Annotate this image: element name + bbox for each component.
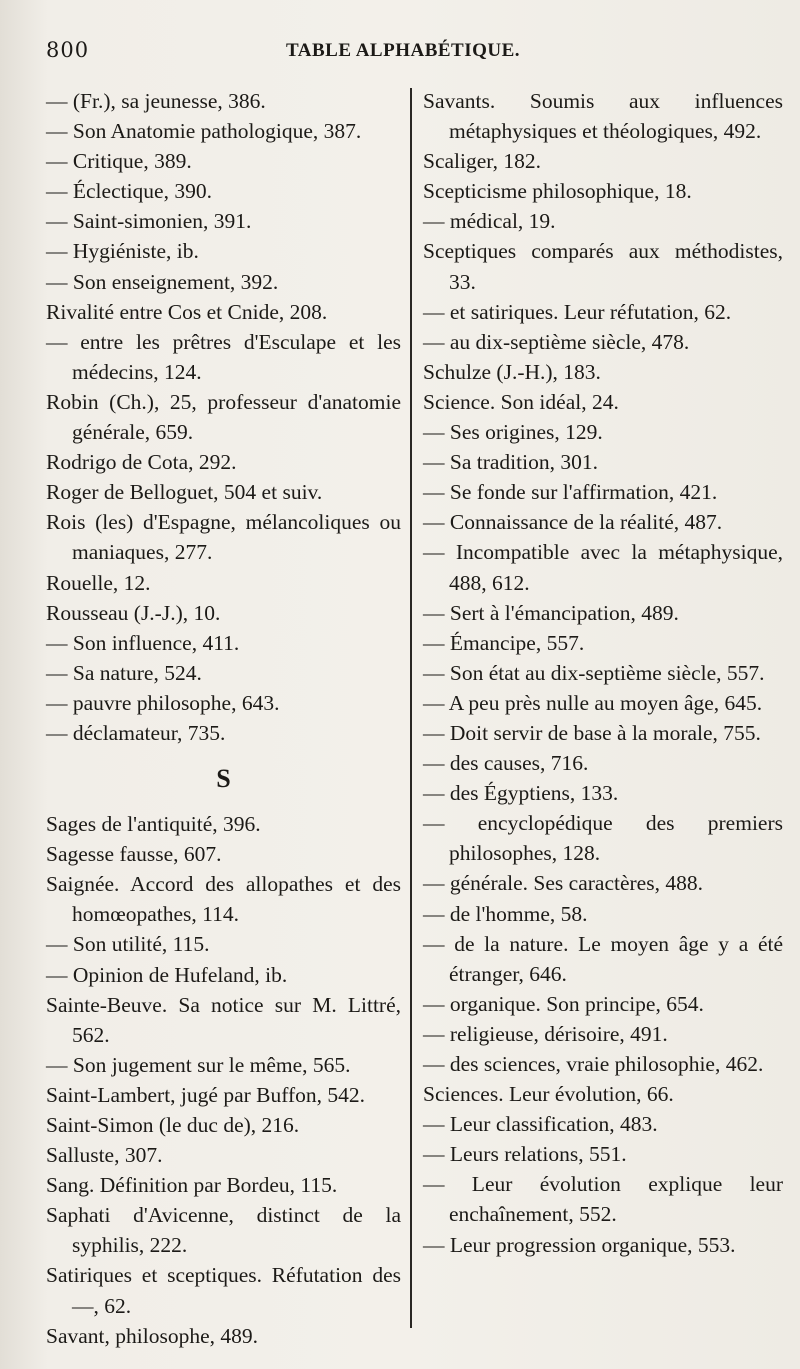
index-entry: — des Égyptiens, 133. [423,781,619,806]
index-entry: Roger de Belloguet, 504 et suiv. [46,480,323,505]
index-entry: Savant, philosophe, 489. [46,1323,258,1348]
index-entry: — Éclectique, 390. [46,179,212,204]
running-title: TABLE ALPHABÉTIQUE. [286,40,521,61]
index-entry: — Hygiéniste, ib. [46,239,199,264]
index-entry: — entre les prêtres d'Esculape et les médecins, 124. [46,329,401,384]
index-entry: — Son influence, 411. [46,630,240,655]
index-entry: — Émancipe, 557. [423,630,585,655]
index-entry: — des sciences, vraie philosophie, 462. [423,1052,764,1076]
index-entry: — des causes, 716. [423,751,589,776]
index-entry: — Leurs relations, 551. [423,1142,627,1167]
index-entry: Sciences. Leur évolution, 66. [423,1082,674,1107]
index-entry: Sainte-Beuve. Sa notice sur M. Littré, 562. [46,992,401,1047]
index-entry: — encyclopédique des premiers philosophes, 128. [423,811,783,866]
index-entry: — Sert à l'émancipation, 489. [423,600,679,625]
index-entry: — Leur classification, 483. [423,1112,658,1137]
index-entry: — Sa nature, 524. [46,660,202,685]
index-entry: Saint-Simon (le duc de), 216. [46,1113,300,1137]
index-entry: — pauvre philosophe, 643. [46,690,280,715]
index-entry: — Connaissance de la réalité, 487. [423,510,723,535]
index-entry: — religieuse, dérisoire, 491. [423,1021,668,1046]
index-entry: Saignée. Accord des allopathes et des homœopathes, 114. [46,872,401,927]
index-entry: — Son enseignement, 392. [46,269,279,294]
left-column [46,86,401,1351]
page-header [0,38,800,70]
index-entry: — déclamateur, 735. [46,720,226,745]
index-entry: — Son jugement sur le même, 565. [46,1052,351,1077]
index-entry: — Leur évolution explique leur enchaînement, 552. [423,1172,783,1227]
index-entry: — Critique, 389. [46,149,192,174]
index-entry: — Leur progression organique, 553. [423,1232,736,1257]
index-entry: Rivalité entre Cos et Cnide, 208. [46,299,328,324]
index-entry: Rodrigo de Cota, 292. [46,450,237,475]
index-entry: — Son utilité, 115. [46,932,210,957]
index-entry: — Ses origines, 129. [423,420,603,445]
index-entry: — Se fonde sur l'affirmation, 421. [423,480,718,505]
index-entry: — organique. Son principe, 654. [423,991,704,1016]
index-entry: Satiriques et sceptiques. Réfutation des —, 62. [46,1263,401,1318]
index-entry: — au dix-septième siècle, 478. [423,329,690,354]
left-entries [46,86,401,748]
index-entry: Saphati d'Avicenne, distinct de la syphilis, 222. [46,1203,401,1258]
index-entry: Scepticisme philosophique, 18. [423,179,692,204]
index-entry: Sang. Définition par Bordeu, 115. [46,1173,338,1198]
index-entry: — Incompatible avec la métaphysique, 488, 612. [423,540,783,595]
index-entry: Sceptiques comparés aux méthodistes, 33. [423,239,783,294]
index-entry: Rois (les) d'Espagne, mélancoliques ou maniaques, 277. [46,510,401,565]
index-entry: Salluste, 307. [46,1143,163,1168]
index-entry: — (Fr.), sa jeunesse, 386. [46,89,266,113]
index-entry: Sagesse fausse, 607. [46,842,222,867]
index-entry: Sages de l'antiquité, 396. [46,812,261,837]
index-entry: — et satiriques. Leur réfutation, 62. [423,299,732,324]
index-entry: — Sa tradition, 301. [423,450,598,475]
index-entry: — A peu près nulle au moyen âge, 645. [423,690,763,715]
right-entries [423,86,783,1260]
index-entry: — générale. Ses caractères, 488. [423,871,703,896]
right-column [423,86,783,1260]
index-entry: Science. Son idéal, 24. [423,389,619,414]
index-entry: — Son état au dix-septième siècle, 557. [423,660,765,685]
index-entry: Savants. Soumis aux influences métaphysiques et théologiques, 492. [423,89,783,144]
index-entry: Rousseau (J.-J.), 10. [46,600,221,625]
index-entry: — Son Anatomie pathologique, 387. [46,119,362,144]
left-entries-s [46,809,401,1351]
index-entry: Rouelle, 12. [46,570,151,595]
index-entry: — médical, 19. [423,209,556,234]
index-entry: — de la nature. Le moyen âge y a été étranger, 646. [423,931,783,986]
index-entry: — Doit servir de base à la morale, 755. [423,720,761,745]
index-entry: Saint-Lambert, jugé par Buffon, 542. [46,1082,366,1107]
index-entry: Schulze (J.-H.), 183. [423,359,601,384]
index-entry: — Opinion de Hufeland, ib. [46,962,288,987]
index-entry: — Saint-simonien, 391. [46,209,252,234]
section-letter: S [216,764,231,794]
index-entry: Scaliger, 182. [423,149,541,174]
index-entry: Robin (Ch.), 25, professeur d'anatomie générale, 659. [46,389,401,445]
page-number: 800 [46,38,90,62]
index-entry: — de l'homme, 58. [423,901,588,926]
column-divider [410,88,412,1328]
